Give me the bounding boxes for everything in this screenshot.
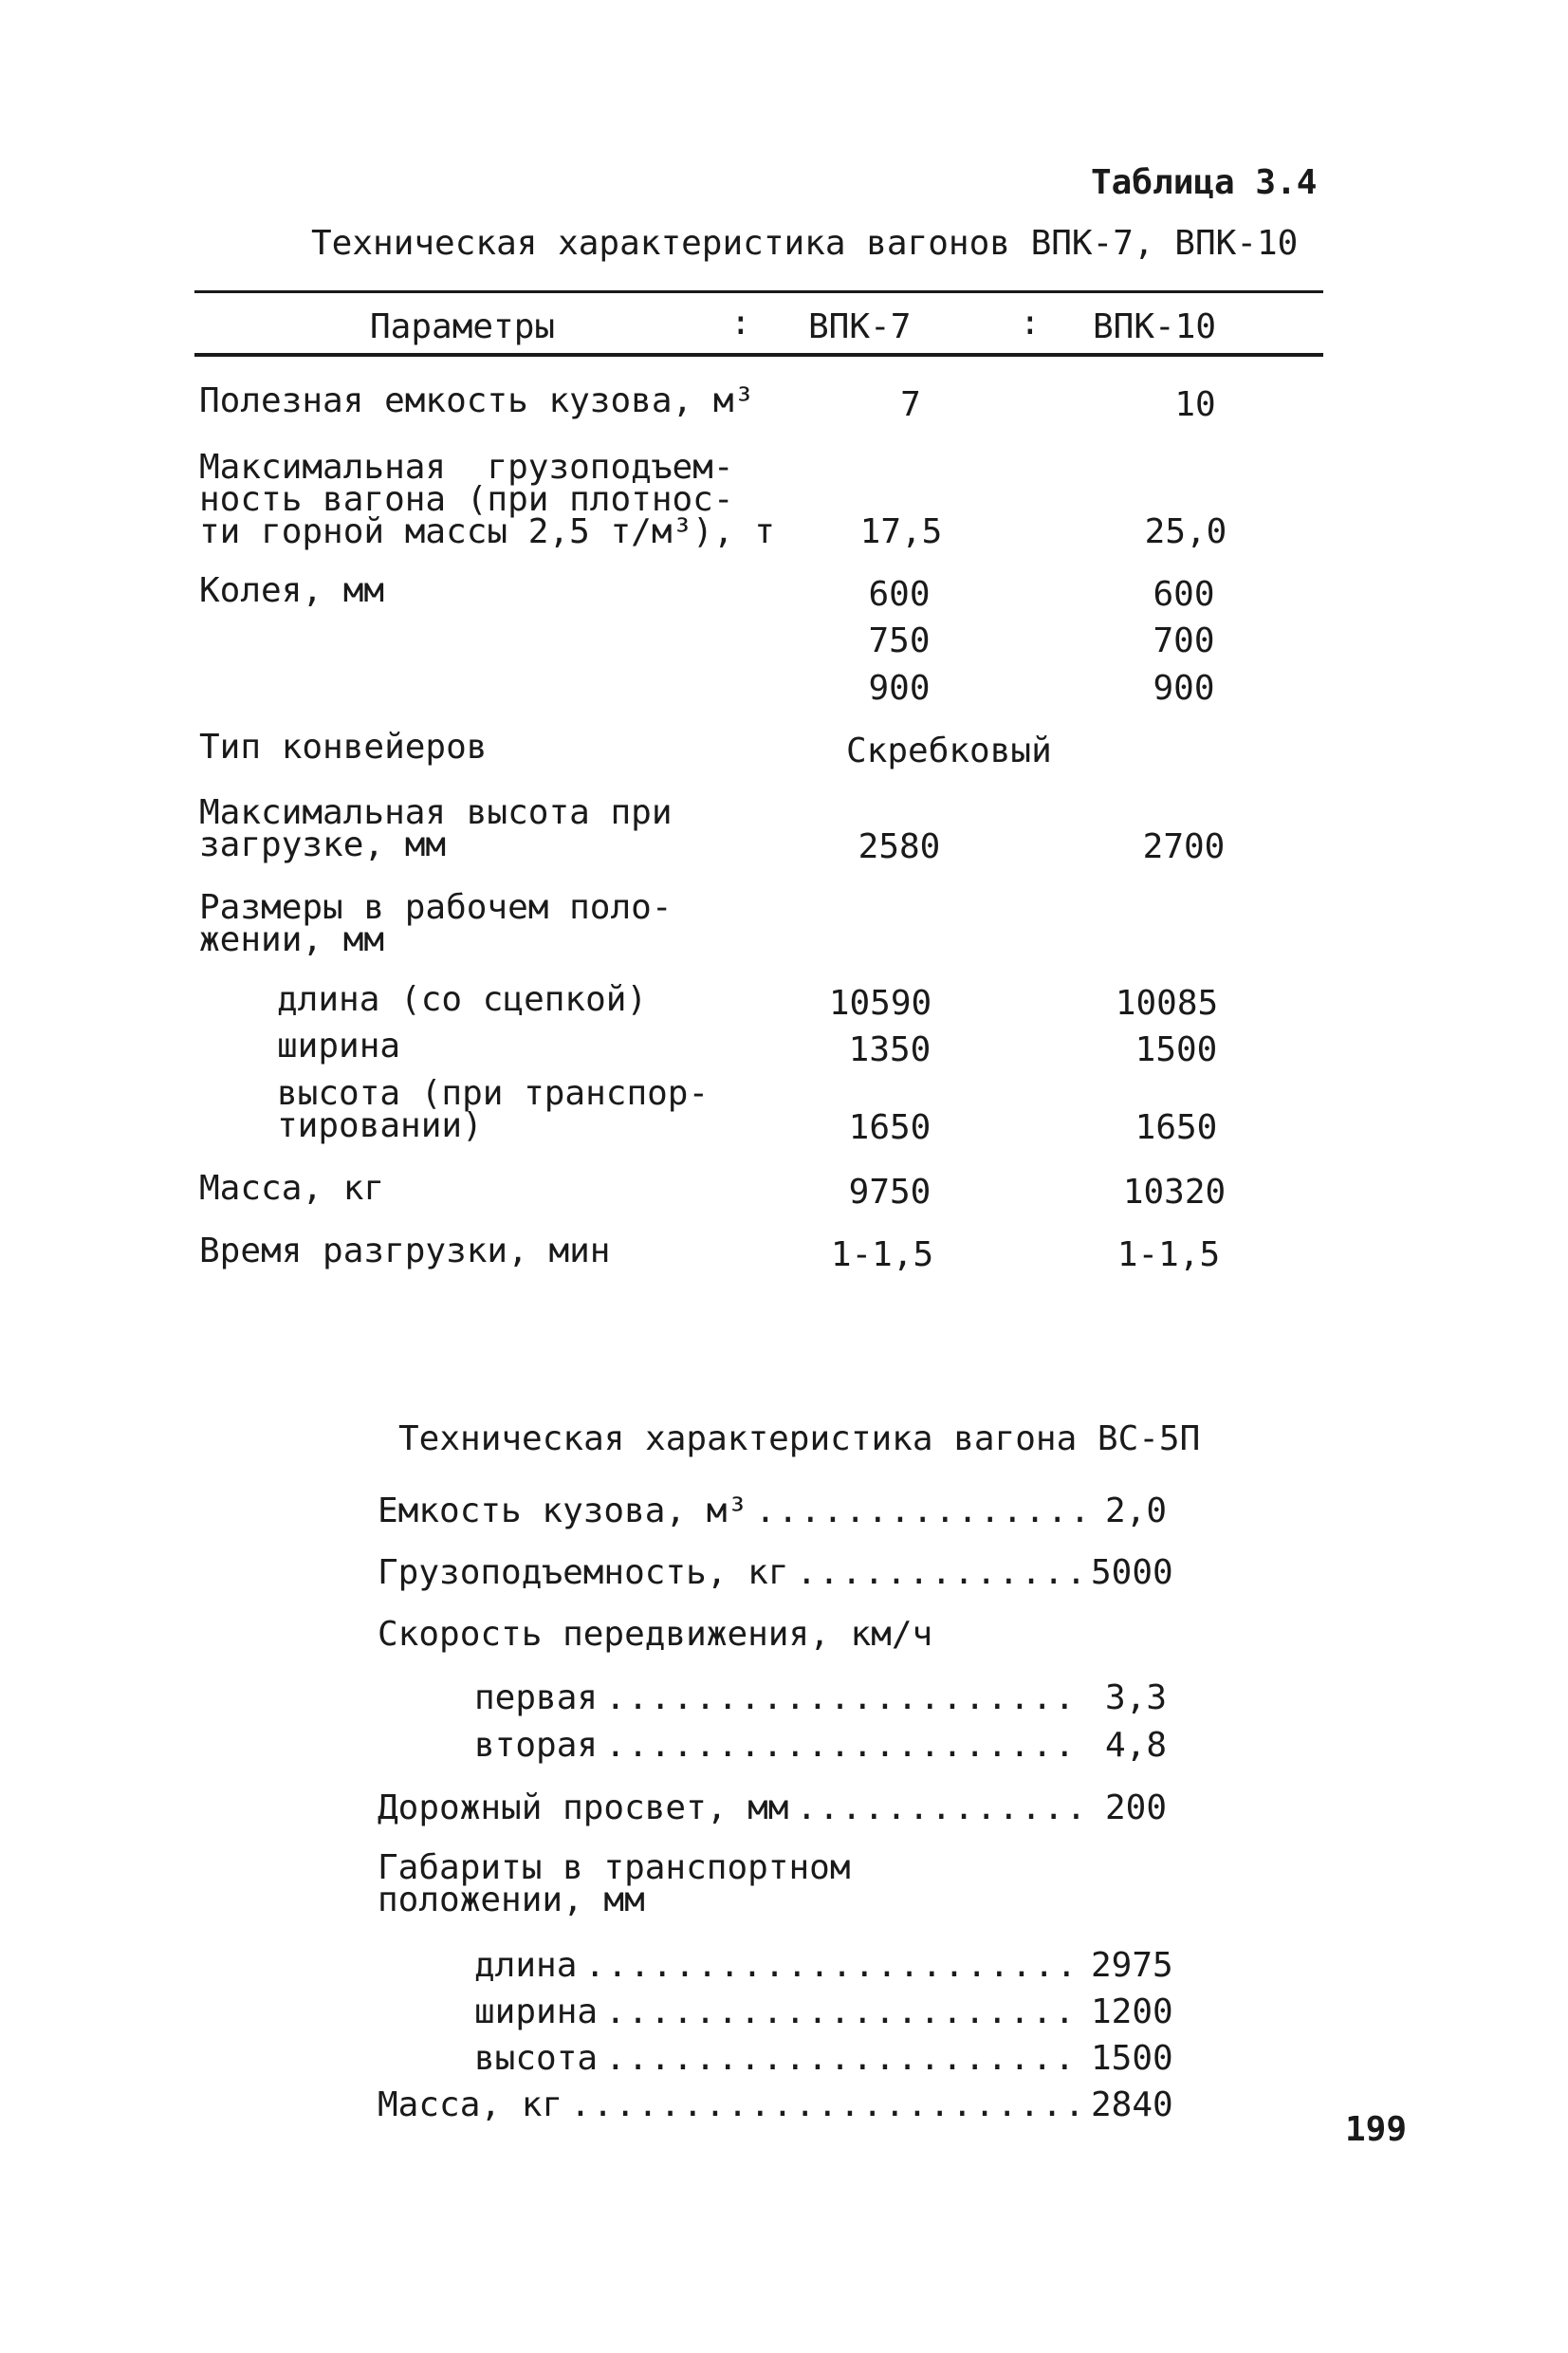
col-header-vpk10: ВПК-10 [1093,307,1217,346]
row-value-vpk10: 2700 [1142,827,1226,866]
row-value-vpk7: 1-1,5 [830,1235,934,1274]
row-value-vpk7: 750 [868,621,931,660]
row-value-vpk7: 900 [868,669,931,708]
spec-label: Емкость кузова, м³ [378,1491,748,1530]
row-label: длина (со сцепкой) [277,980,648,1019]
spec-label: Масса, кг [378,2085,563,2124]
spec-label: Габариты в транспортном положении, мм [378,1848,851,1919]
table-number: Таблица 3.4 [1091,163,1318,202]
spec-label: вторая [474,1726,599,1765]
spec-label: высота [474,2039,599,2078]
row-value-vpk7: 1650 [848,1108,932,1147]
table1-title: Техническая характеристика вагонов ВПК-7, ВПК-10 [311,224,1299,263]
spec-label: Дорожный просвет, мм [378,1788,789,1827]
spec-label: длина [474,1946,578,1985]
row-label: ширина [277,1027,401,1065]
spec-value: 200 [1104,1788,1167,1827]
spec-label: Скорость передвижения, км/ч [378,1615,933,1654]
row-label: Максимальная высота при загрузке, мм [199,793,673,864]
row-value-vpk7: 7 [900,385,921,424]
spec-row [474,1992,1173,2031]
row-label: Полезная емкость кузова, м³ [199,381,755,420]
row-value-vpk10: 900 [1153,669,1215,708]
spec-row [474,1946,1173,1985]
spec-label: первая [474,1678,599,1717]
table1-top-rule [194,290,1323,293]
col-header-vpk7: ВПК-7 [808,307,912,346]
spec-row [474,2039,1173,2078]
spec-value: 4,8 [1104,1726,1167,1765]
row-label: Тип конвейеров [199,728,488,767]
row-value-vpk7: Скребковый [846,732,1052,770]
row-value-vpk10: 1500 [1134,1030,1218,1069]
row-value-vpk7: 9750 [848,1173,932,1212]
spec-value: 2975 [1091,1946,1173,1985]
row-value-vpk7: 2580 [858,827,941,866]
row-value-vpk7: 10590 [828,984,932,1023]
col-header-params: Параметры [370,307,556,346]
spec-row [474,1678,1167,1717]
row-value-vpk10: 1650 [1134,1108,1218,1147]
table1-header-rule [194,353,1323,357]
row-label: высота (при транспор- тировании) [277,1074,710,1145]
row-value-vpk10: 25,0 [1144,512,1227,551]
row-label: Масса, кг [199,1169,385,1208]
row-value-vpk10: 10320 [1122,1173,1227,1212]
spec-row [378,1788,1167,1827]
table2-title: Техническая характеристика вагона ВС-5П [398,1419,1201,1458]
spec-value: 5000 [1091,1553,1173,1592]
row-value-vpk7: 600 [868,575,931,614]
spec-row [378,1553,1173,1592]
row-value-vpk7: 1350 [848,1030,932,1069]
row-value-vpk10: 600 [1153,575,1215,614]
row-label: Размеры в рабочем поло- жении, мм [199,888,673,959]
spec-row [378,2085,1173,2124]
row-label: Колея, мм [199,571,385,610]
spec-value: 2840 [1091,2085,1173,2124]
col-separator: : [730,304,751,343]
spec-row [474,1726,1167,1765]
row-value-vpk7: 17,5 [859,512,943,551]
row-label: Максимальная грузоподъем- ность вагона (при плотнос- ти горной массы 2,5 т/м³), т [199,448,775,551]
spec-label: ширина [474,1992,599,2031]
spec-value: 1500 [1091,2039,1173,2078]
spec-value: 1200 [1091,1992,1173,2031]
col-separator: : [1020,304,1041,343]
row-value-vpk10: 10085 [1115,984,1219,1023]
spec-value: 2,0 [1104,1491,1167,1530]
row-value-vpk10: 700 [1153,621,1215,660]
spec-value: 3,3 [1104,1678,1167,1717]
page-number: 199 [1345,2110,1408,2149]
spec-row [378,1491,1167,1530]
row-label: Время разгрузки, мин [199,1232,611,1270]
row-value-vpk10: 1-1,5 [1116,1235,1221,1274]
spec-label: Грузоподъемность, кг [378,1553,789,1592]
row-value-vpk10: 10 [1174,385,1216,424]
